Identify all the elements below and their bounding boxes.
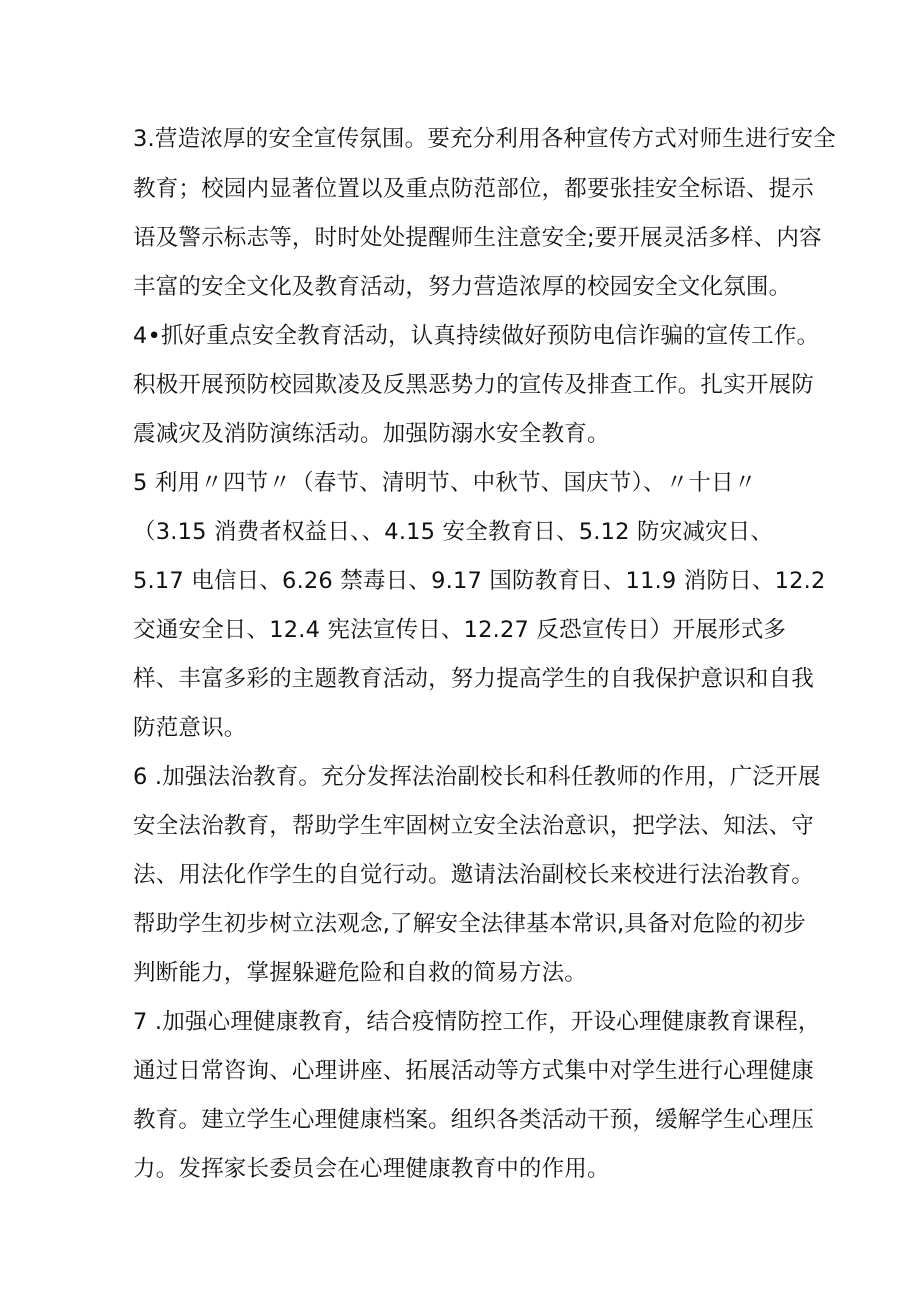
- text-line: 6 .加强法治教育。充分发挥法治副校长和科任教师的作用，广泛开展: [133, 764, 821, 790]
- text-line: 交通安全日、12.4 宪法宣传日、12.27 反恐宣传日）开展形式多: [133, 617, 787, 643]
- text-line: 7 .加强心理健康教育，结合疫情防控工作，开设心理健康教育课程，: [133, 1009, 821, 1035]
- text-line: 通过日常咨询、心理讲座、拓展活动等方式集中对学生进行心理健康: [133, 1058, 815, 1084]
- text-line: 积极开展预防校园欺凌及反黑恶势力的宣传及排查工作。扎实开展防: [133, 372, 815, 398]
- text-line: 力。发挥家长委员会在心理健康教育中的作用。: [133, 1156, 610, 1182]
- text-line: 5.17 电信日、6.26 禁毒日、9.17 国防教育日、11.9 消防日、12.2: [133, 568, 826, 594]
- text-line: 丰富的安全文化及教育活动，努力营造浓厚的校园安全文化氛围。: [133, 274, 792, 300]
- text-line: 震减灾及消防演练活动。加强防溺水安全教育。: [133, 421, 610, 447]
- text-line: 3.营造浓厚的安全宣传氛围。要充分利用各种宣传方式对师生进行安全: [133, 126, 836, 152]
- text-line: 4•抓好重点安全教育活动，认真持续做好预防电信诈骗的宣传工作。: [133, 323, 820, 349]
- text-line: 法、用法化作学生的自觉行动。邀请法治副校长来校进行法治教育。: [133, 862, 815, 888]
- text-line: 样、丰富多彩的主题教育活动，努力提高学生的自我保护意识和自我: [133, 666, 815, 692]
- text-line: 5 利用〃四节〃（春节、清明节、中秋节、国庆节）、〃十日〃: [133, 470, 757, 496]
- text-line: 教育；校园内显著位置以及重点防范部位，都要张挂安全标语、提示: [133, 176, 815, 202]
- text-line: 安全法治教育，帮助学生牢固树立安全法治意识，把学法、知法、守: [133, 813, 815, 839]
- text-line: 帮助学生初步树立法观念,了解安全法律基本常识,具备对危险的初步: [133, 911, 807, 937]
- text-line: （3.15 消费者权益日、、4.15 安全教育日、5.12 防灾减灾日、: [133, 519, 774, 545]
- text-line: 防范意识。: [133, 715, 247, 741]
- text-line: 判断能力，掌握躲避危险和自救的简易方法。: [133, 960, 588, 986]
- text-line: 语及警示标志等，时时处处提醒师生注意安全;要开展灵活多样、内容: [133, 225, 822, 251]
- text-line: 教育。建立学生心理健康档案。组织各类活动干预，缓解学生心理压: [133, 1107, 815, 1133]
